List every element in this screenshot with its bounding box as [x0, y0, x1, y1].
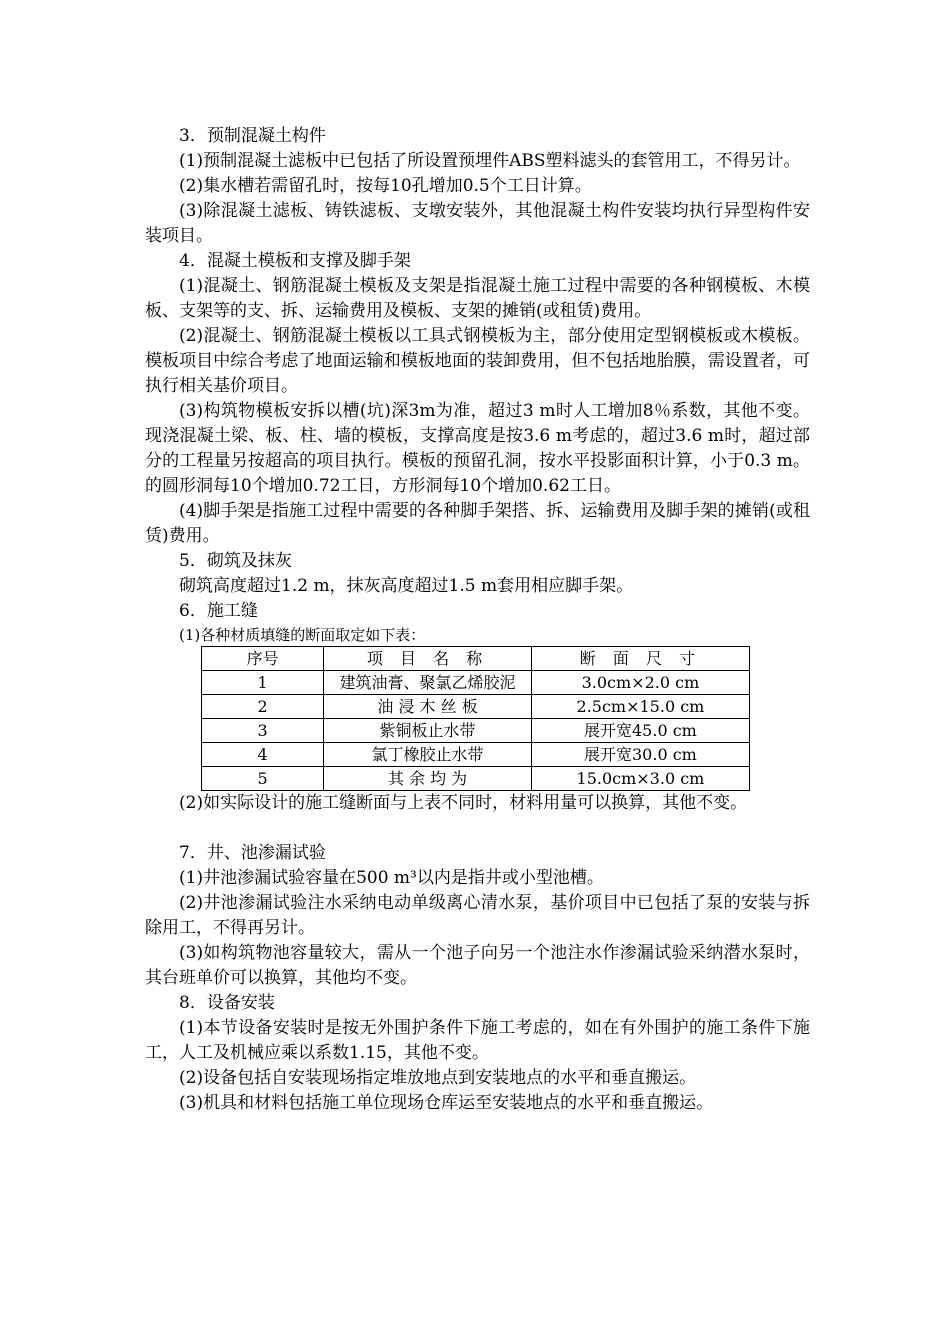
- paragraph: (2)如实际设计的施工缝断面与上表不同时，材料用量可以换算，其他不变。: [179, 793, 748, 813]
- table-cell: 油 浸 木 丝 板: [324, 695, 532, 719]
- document-body: [145, 124, 810, 1116]
- table-cell: 5: [202, 767, 324, 791]
- paragraph: (1)混凝土、钢筋混凝土模板及支架是指混凝土施工过程中需要的各种钢模板、木模板、支架等的支、拆、运输费用及模板、支架的摊销(或租赁)费用。: [145, 276, 810, 321]
- table-header-cell: 项 目 名 称: [324, 647, 532, 671]
- section-heading-7: 7．井、池渗漏试验: [179, 843, 326, 863]
- paragraph: (2)集水槽若需留孔时，按每10孔增加0.5个工日计算。: [179, 176, 592, 196]
- section-heading-5: 5．砌筑及抹灰: [179, 551, 292, 571]
- table-row: [202, 743, 750, 767]
- paragraph: (1)预制混凝土滤板中已包括了所设置预埋件ABS塑料滤头的套管用工，不得另计。: [179, 151, 801, 171]
- table-cell: 其 余 均 为: [324, 767, 532, 791]
- table-caption: (1)各种材质填缝的断面取定如下表：: [179, 626, 426, 644]
- table-row: [202, 671, 750, 695]
- section-heading-8: 8．设备安装: [179, 993, 275, 1013]
- table-header-row: [202, 647, 750, 671]
- paragraph: (3)构筑物模板安拆以槽(坑)深3m为准，超过3 m时人工增加8％系数，其他不变。现浇混凝土梁、板、柱、墙的模板，支撑高度是按3.6 m考虑的，超过3.6 m时，超过部分的工程量另按超高的项目执行。模板的预留孔洞，按水平投影面积计算，小于0.3 m。的圆形洞每10个增加0.72工日，方形洞每10个增加0.62工日。: [145, 401, 810, 496]
- table-cell: 氯丁橡胶止水带: [324, 743, 532, 767]
- table-cell: 4: [202, 743, 324, 767]
- table-header-cell: 序号: [202, 647, 324, 671]
- table-row: [202, 719, 750, 743]
- table-cell: 3: [202, 719, 324, 743]
- paragraph: (1)井池渗漏试验容量在500 m³以内是指井或小型池槽。: [179, 868, 604, 888]
- table-cell: 1: [202, 671, 324, 695]
- paragraph: (4)脚手架是指施工过程中需要的各种脚手架搭、拆、运输费用及脚手架的摊销(或租赁)费用。: [145, 501, 810, 546]
- joint-section-table: [201, 646, 750, 791]
- table-row: [202, 767, 750, 791]
- table-cell: 15.0cm×3.0 cm: [531, 767, 749, 791]
- section-heading-3: 3．预制混凝土构件: [179, 126, 326, 146]
- table-header-cell: 断 面 尺 寸: [531, 647, 749, 671]
- table-cell: 紫铜板止水带: [324, 719, 532, 743]
- paragraph: (1)本节设备安装时是按无外围护条件下施工考虑的，如在有外围护的施工条件下施工，人工及机械应乘以系数1.15，其他不变。: [145, 1018, 810, 1063]
- table-cell: 3.0cm×2.0 cm: [531, 671, 749, 695]
- paragraph: 砌筑高度超过1.2 m，抹灰高度超过1.5 m套用相应脚手架。: [179, 576, 634, 596]
- spacer: [145, 816, 810, 841]
- paragraph: (3)除混凝土滤板、铸铁滤板、支墩安装外，其他混凝土构件安装均执行异型构件安装项目。: [145, 201, 810, 246]
- paragraph: (3)机具和材料包括施工单位现场仓库运至安装地点的水平和垂直搬运。: [179, 1093, 714, 1113]
- table-cell: 2: [202, 695, 324, 719]
- table-row: [202, 695, 750, 719]
- paragraph: (2)设备包括自安装现场指定堆放地点到安装地点的水平和垂直搬运。: [179, 1068, 697, 1088]
- table-cell: 建筑油膏、聚氯乙烯胶泥: [324, 671, 532, 695]
- table-cell: 2.5cm×15.0 cm: [531, 695, 749, 719]
- section-heading-4: 4．混凝土模板和支撑及脚手架: [179, 251, 411, 271]
- table-cell: 展开宽30.0 cm: [531, 743, 749, 767]
- section-heading-6: 6．施工缝: [179, 601, 258, 621]
- table-cell: 展开宽45.0 cm: [531, 719, 749, 743]
- paragraph: (2)混凝土、钢筋混凝土模板以工具式钢模板为主，部分使用定型钢模板或木模板。模板项目中综合考虑了地面运输和模板地面的装卸费用，但不包括地胎膜，需设置者，可执行相关基价项目。: [145, 326, 810, 396]
- paragraph: (2)井池渗漏试验注水采纳电动单级离心清水泵，基价项目中已包括了泵的安装与拆除用工，不得再另计。: [145, 893, 810, 938]
- paragraph: (3)如构筑物池容量较大，需从一个池子向另一个池注水作渗漏试验采纳潜水泵时，其台班单价可以换算，其他均不变。: [145, 943, 810, 988]
